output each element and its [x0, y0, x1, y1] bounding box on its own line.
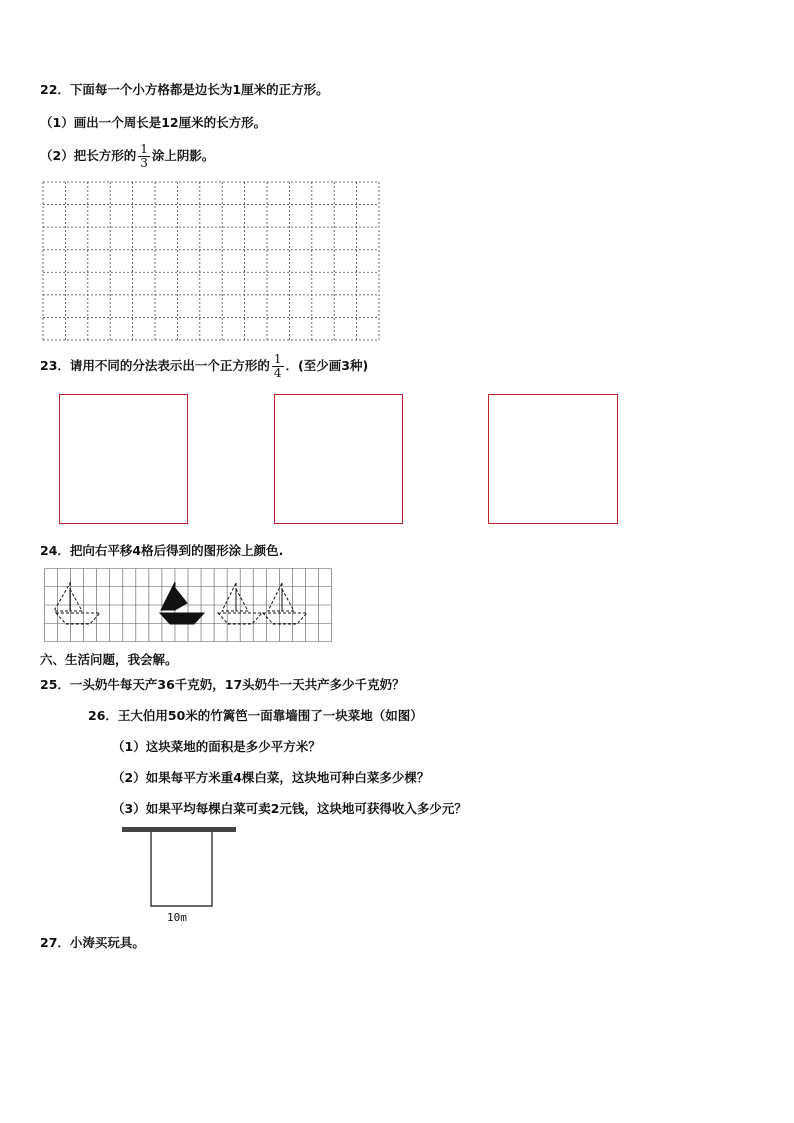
q24-boat-grid[interactable]: [44, 568, 332, 642]
dashed-boat-outline-1: [54, 583, 100, 624]
dashed-boat-outline-3: [263, 583, 307, 624]
q26-garden-diagram: [120, 826, 240, 908]
fraction-one-third: [138, 143, 150, 170]
q27-text: 27．小涛买玩具。: [40, 935, 145, 950]
q23-after: ．(至少画3种): [285, 358, 369, 373]
q26-part1: （1）这块菜地的面积是多少平方米？: [112, 739, 321, 754]
q25-text: 25．一头奶牛每天产36千克奶，17头奶牛一天共产多少千克奶？: [40, 677, 405, 692]
q22-part2: [40, 143, 214, 170]
q26-part2: （2）如果每平方米重4棵白菜，这块地可种白菜多少棵？: [112, 770, 430, 785]
q24-title: 24．把向右平移4格后得到的图形涂上颜色.: [40, 543, 284, 558]
q23-square-1[interactable]: [59, 394, 188, 524]
q23-title: [40, 353, 368, 380]
solid-boat-figure: [160, 582, 204, 624]
q23-before: 23．请用不同的分法表示出一个正方形的: [40, 358, 270, 373]
q22-part1: （1）画出一个周长是12厘米的长方形。: [40, 115, 267, 130]
q23-square-3[interactable]: [488, 394, 618, 524]
q22-dashed-grid[interactable]: [42, 181, 380, 341]
fraction-numerator: 1: [273, 352, 282, 366]
dimension-label-10m: 10m: [167, 911, 187, 924]
wall: [122, 827, 236, 832]
fraction-denominator: 4: [273, 366, 282, 380]
q22-title: 22．下面每一个小方格都是边长为1厘米的正方形。: [40, 82, 329, 97]
q23-square-2[interactable]: [274, 394, 403, 524]
fraction-denominator: 3: [140, 156, 148, 170]
fraction-numerator: 1: [140, 142, 148, 156]
fraction-one-quarter: [272, 353, 284, 380]
q24-grid-lines: [45, 569, 332, 642]
q26-part3: （3）如果平均每棵白菜可卖2元钱，这块地可获得收入多少元？: [112, 801, 467, 816]
fence-outline: [151, 832, 212, 906]
q22-part2-after: 涂上阴影。: [151, 148, 215, 163]
q26-title: 26．王大伯用50米的竹篱笆一面靠墙围了一块菜地（如图）: [88, 708, 423, 723]
section-6-heading: 六、生活问题，我会解。: [40, 652, 178, 667]
q22-part2-before: （2）把长方形的: [40, 148, 137, 163]
